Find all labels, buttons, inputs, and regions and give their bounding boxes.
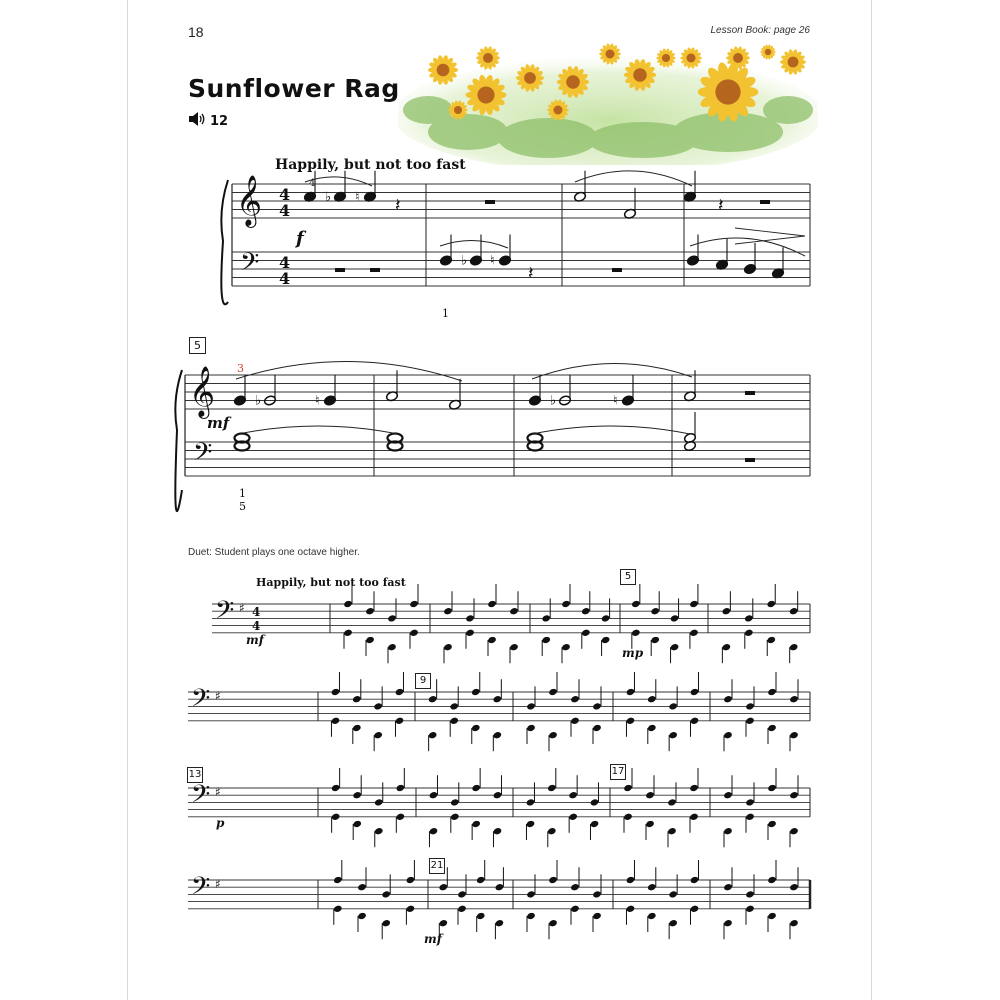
note-head [331,717,341,725]
note-head [450,798,460,806]
dynamic-marking: mf [424,932,442,946]
note-head [722,607,732,615]
note-head [592,890,602,898]
note-head [767,876,777,884]
note-head [789,695,799,703]
note-head [509,643,519,651]
half-rest [335,268,345,272]
bass-clef: 𝄢 [191,780,211,815]
note-head [745,717,755,725]
fingering: 3 [237,362,244,375]
note-head [406,876,416,884]
bass-clef: 𝄢 [215,596,235,631]
note-head [690,688,700,696]
slur [690,238,805,256]
note-head [631,629,641,637]
note-head [449,717,459,725]
note-head [450,813,460,821]
bass-clef: 𝄢 [240,248,260,283]
note-head [647,912,657,920]
note-head [668,919,678,927]
note-head [623,813,633,821]
note-head [745,890,755,898]
note-head [592,724,602,732]
half-rest [745,391,755,395]
track-number: 12 [210,113,229,129]
note-head [471,784,481,792]
note-head [547,784,557,792]
accidental: ♮ [613,393,618,409]
note-head [352,791,362,799]
note-head [570,883,580,891]
fingering: 1 [442,307,449,320]
accidental: ♭ [325,189,332,205]
note-head [333,876,343,884]
note-head [331,688,341,696]
note-head [789,731,799,739]
time-signature: 4 [252,605,261,619]
note-head [476,912,486,920]
note-head [723,731,733,739]
note-head [373,702,383,710]
quarter-rest: 𝄽 [395,195,401,216]
note-head [590,820,600,828]
note-head [374,798,384,806]
note-head [381,919,391,927]
note-head [647,724,657,732]
note-head [457,890,467,898]
duet-tempo-marking: Happily, but not too fast [256,576,406,589]
note-head [387,614,397,622]
note-head [343,629,353,637]
accidental: ♮ [315,393,320,409]
note-head [601,636,611,644]
note-head [568,791,578,799]
note-head [668,890,678,898]
measure-number: 17 [610,764,626,780]
treble-clef: 𝄞 [189,366,216,417]
note-head [487,636,497,644]
fingering: 5 [239,500,246,513]
note-head [789,643,799,651]
note-head [650,607,660,615]
dynamic-marking: p [216,816,225,830]
half-rest [370,268,380,272]
note-head [789,791,799,799]
note-head [626,876,636,884]
note-head [493,827,503,835]
note-head [626,717,636,725]
note-head [723,919,733,927]
lesson-book-reference: Lesson Book: page 26 [710,25,810,36]
piece-title: Sunflower Rag [188,74,400,103]
note-head [428,695,438,703]
accidental: ♭ [255,393,262,409]
brace [221,180,228,304]
note-head [409,600,419,608]
note-head [745,702,755,710]
note-head [745,798,755,806]
note-head [526,798,536,806]
measure-number: 21 [429,858,445,874]
measure-number: 5 [620,569,636,585]
note-head [722,643,732,651]
note-head [333,905,343,913]
note-head [548,688,558,696]
note-head [493,791,503,799]
note-head [690,717,700,725]
note-head [357,883,367,891]
note-head [547,827,557,835]
note-head [449,702,459,710]
time-signature: 4 [252,619,261,633]
note-head [365,607,375,615]
note-head [465,629,475,637]
note-head [509,607,519,615]
note-head [789,883,799,891]
note-head [395,717,405,725]
note-head [526,912,536,920]
dynamic-marking: mf [207,414,230,432]
note-head [548,731,558,739]
note-head [767,912,777,920]
note-head [645,791,655,799]
note-head [548,876,558,884]
accidental: ♭ [461,253,468,269]
note-head [650,636,660,644]
key-signature-sharp: ♯ [215,877,221,891]
note-head [670,614,680,622]
measure-number: 9 [415,673,431,689]
note-head [443,643,453,651]
note-head [789,607,799,615]
note-head [745,813,755,821]
note-head [396,784,406,792]
quarter-rest: 𝄽 [528,263,534,284]
key-signature-sharp: ♯ [215,785,221,799]
note-head [487,600,497,608]
note-head [667,798,677,806]
note-head [493,695,503,703]
note-head [465,614,475,622]
half-rest [612,268,622,272]
tempo-marking: Happily, but not too fast [275,157,466,173]
treble-clef: 𝄞 [236,175,263,226]
note-head [570,717,580,725]
note-head [365,636,375,644]
note-head [668,702,678,710]
note-head [647,883,657,891]
bass-clef: 𝄢 [193,438,213,473]
note-head [789,827,799,835]
note-head [471,820,481,828]
note-head [767,688,777,696]
note-head [723,883,733,891]
note-head [626,688,636,696]
note-head [373,731,383,739]
note-head [689,629,699,637]
dynamic-marking: mp [622,646,644,660]
note-head [457,905,467,913]
note-head [689,813,699,821]
half-rest [745,458,755,462]
note-head [745,905,755,913]
bass-clef: 𝄢 [191,872,211,907]
note-head [471,724,481,732]
note-head [548,919,558,927]
note-head [723,695,733,703]
accidental: ♮ [355,189,360,205]
note-head [395,688,405,696]
note-head [668,731,678,739]
note-head [590,798,600,806]
note-head [689,784,699,792]
note-head [443,607,453,615]
note-head [592,702,602,710]
note-head [647,695,657,703]
slur [532,426,690,434]
accidental: ♮ [490,253,495,269]
note-head [568,813,578,821]
time-signature: 4 [279,253,291,272]
note-head [495,919,505,927]
quarter-rest: 𝄽 [718,195,724,216]
note-head [601,614,611,622]
note-head [690,876,700,884]
note-head [471,688,481,696]
time-signature: 4 [279,185,291,204]
note-head [331,813,341,821]
note-head [396,813,406,821]
note-head [495,883,505,891]
note-head [581,629,591,637]
note-head [476,876,486,884]
note-head [439,919,449,927]
page-number: 18 [188,24,204,40]
note-head [409,629,419,637]
dynamic-marking: mf [246,633,264,647]
dynamic-marking: f [296,228,304,249]
time-signature: 4 [279,269,291,288]
slur [440,240,508,248]
note-head [570,905,580,913]
note-head [766,600,776,608]
note-head [352,724,362,732]
note-head [723,791,733,799]
note-head [744,614,754,622]
note-head [387,643,397,651]
note-head [541,614,551,622]
accidental: ♭ [550,393,557,409]
note-head [381,890,391,898]
note-head [526,702,536,710]
slur [532,363,692,379]
note-head [331,784,341,792]
half-rest [485,200,495,204]
measure-number: 5 [189,337,206,354]
note-head [428,731,438,739]
note-head [352,820,362,828]
note-head [561,643,571,651]
note-head [623,784,633,792]
note-head [789,919,799,927]
note-head [767,724,777,732]
note-head [541,636,551,644]
note-head [561,600,571,608]
bass-clef: 𝄢 [191,684,211,719]
note-head [667,827,677,835]
note-head [690,905,700,913]
note-head [429,791,439,799]
note-head [429,827,439,835]
time-signature: 4 [279,201,291,220]
note-head [767,820,777,828]
note-head [626,905,636,913]
half-rest [760,200,770,204]
note-head [343,600,353,608]
duet-instruction: Duet: Student plays one octave higher. [188,547,360,558]
note-head [374,827,384,835]
note-head [766,636,776,644]
note-head [581,607,591,615]
slur [236,361,462,381]
note-head [744,629,754,637]
note-head [645,820,655,828]
brace [175,370,182,511]
note-head [526,724,536,732]
key-signature-sharp: ♯ [215,689,221,703]
note-head [689,600,699,608]
note-head [526,820,536,828]
note-head [767,784,777,792]
note-head [493,731,503,739]
measure-number: 13 [187,767,203,783]
note-head [670,643,680,651]
note-head [570,695,580,703]
note-head [406,905,416,913]
note-head [723,827,733,835]
note-head [631,600,641,608]
key-signature-sharp: ♯ [239,601,245,615]
note-head [526,890,536,898]
note-head [357,912,367,920]
note-head [592,912,602,920]
fingering: 4 [309,178,316,189]
note-head [352,695,362,703]
fingering: 1 [239,487,246,500]
note-head [439,883,449,891]
diminuendo [735,228,805,244]
